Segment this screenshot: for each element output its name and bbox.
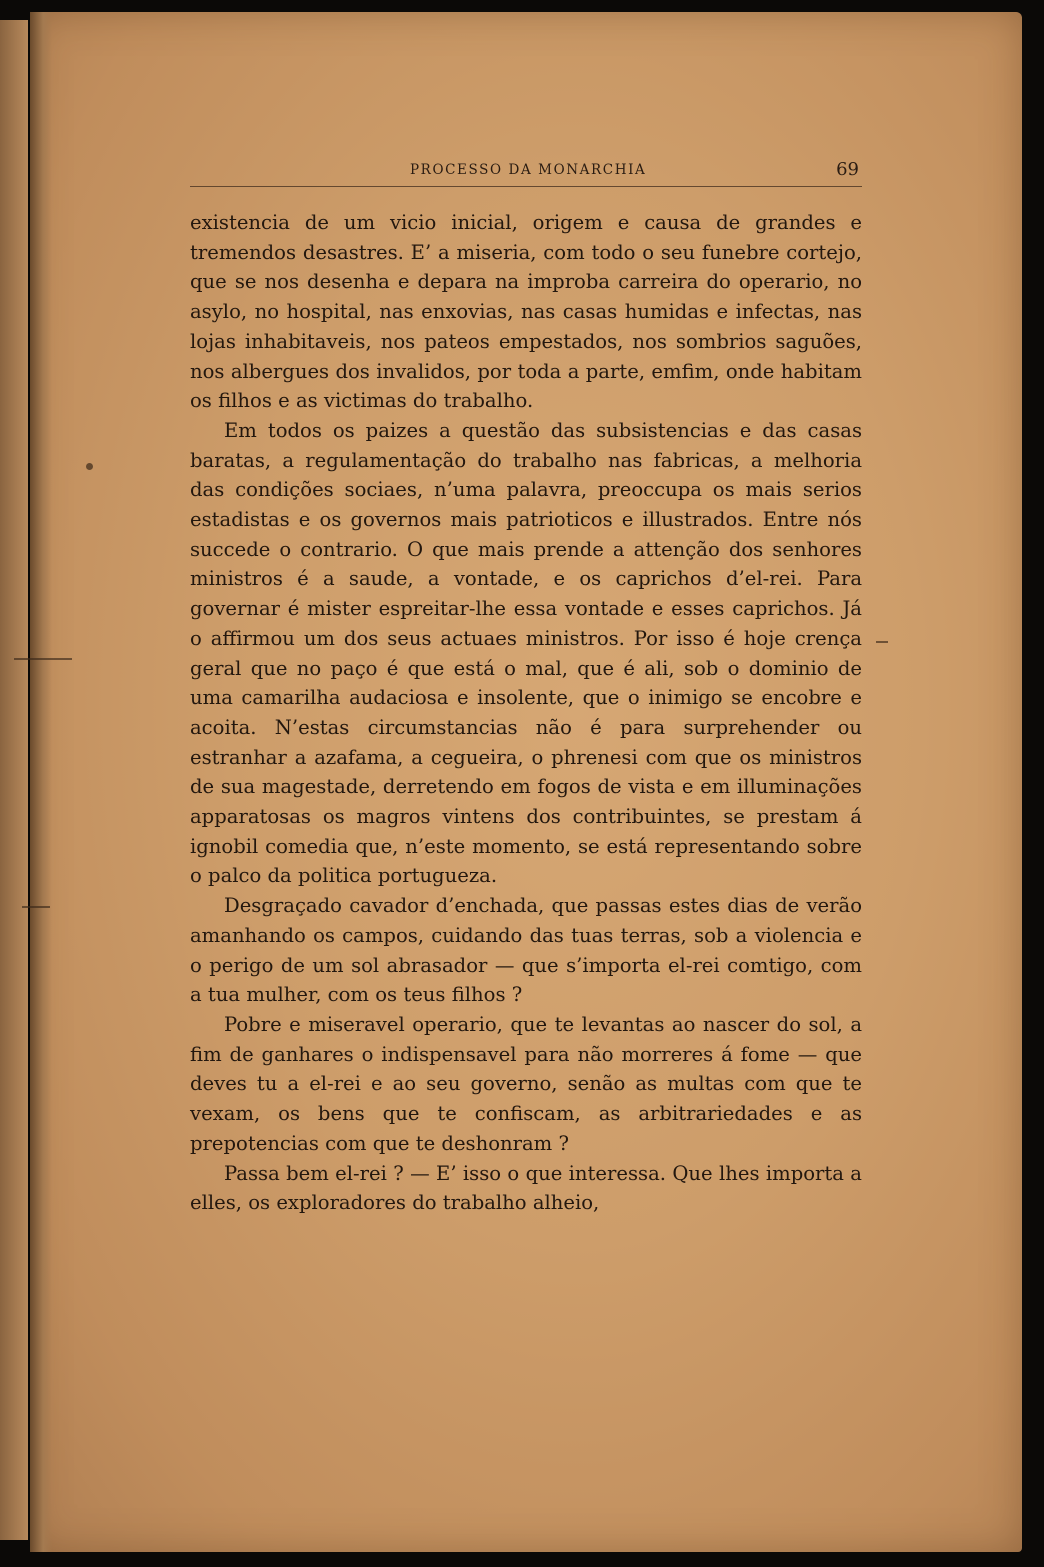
margin-tick	[14, 658, 72, 660]
paragraph: Passa bem el-rei ? — E’ isso o que interessa. Que lhes importa a elles, os exploradores do trabalho alheio,	[190, 1161, 862, 1215]
header-rule	[190, 186, 862, 187]
facing-page-edge	[0, 20, 28, 1540]
body-text	[190, 208, 862, 1218]
running-title: PROCESSO DA MONARCHIA	[410, 162, 647, 178]
page-gutter	[30, 12, 52, 1552]
margin-tick	[876, 641, 888, 643]
paragraph: Pobre e miseravel operario, que te levantas ao nascer do sol, a fim de ganhares o indispensavel para não morreres á fome — que deves tu a el-rei e ao seu governo, senão as multas com que te vexam, os bens que te confiscam, as arbitrariedades e as prepotencias com que te deshonram ?	[190, 1012, 862, 1155]
paragraph-continued: existencia de um vicio inicial, origem e causa de grandes e tremendos desastres. E’ a miseria, com todo o seu funebre cortejo, que se nos desenha e depara na improba carreira do operario, no asylo, no hospital, nas enxovias, nas casas humidas e infectas, nas lojas inhabitaveis, nos pateos empestados, nos sombrios saguões, nos albergues dos invalidos, por toda a parte, emfim, onde habitam os filhos e as victimas do trabalho.	[190, 211, 862, 413]
page-header	[190, 160, 865, 182]
ink-spot	[86, 463, 93, 470]
page-number: 69	[836, 159, 859, 180]
margin-tick	[22, 906, 50, 908]
paragraph: Em todos os paizes a questão das subsistencias e das casas baratas, a regulamentação do trabalho nas fabricas, a melhoria das condições sociaes, n’uma palavra, preoccupa os mais serios estadistas e os governos mais patrioticos e illustrados. Entre nós succede o contrario. O que mais prende a attenção dos senhores ministros é a saude, a vontade, e os caprichos d’el-rei. Para governar é mister espreitar-lhe essa vontade e esses caprichos. Já o affirmou um dos seus actuaes ministros. Por isso é hoje crença geral que no paço é que está o mal, que é ali, sob o dominio de uma camarilha audaciosa e insolente, que o inimigo se encobre e acoita. N’estas circumstancias não é para surprehender ou estranhar a azafama, a cegueira, o phrenesi com que os ministros de sua magestade, derretendo em fogos de vista e em illuminações apparatosas os magros vintens dos contribuintes, se prestam á ignobil comedia que, n’este momento, se está representando sobre o palco da politica portugueza.	[190, 418, 862, 888]
paragraph: Desgraçado cavador d’enchada, que passas estes dias de verão amanhando os campos, cuidando das tuas terras, sob a violencia e o perigo de um sol abrasador — que s’importa el-rei comtigo, com a tua mulher, com os teus filhos ?	[190, 894, 862, 1007]
